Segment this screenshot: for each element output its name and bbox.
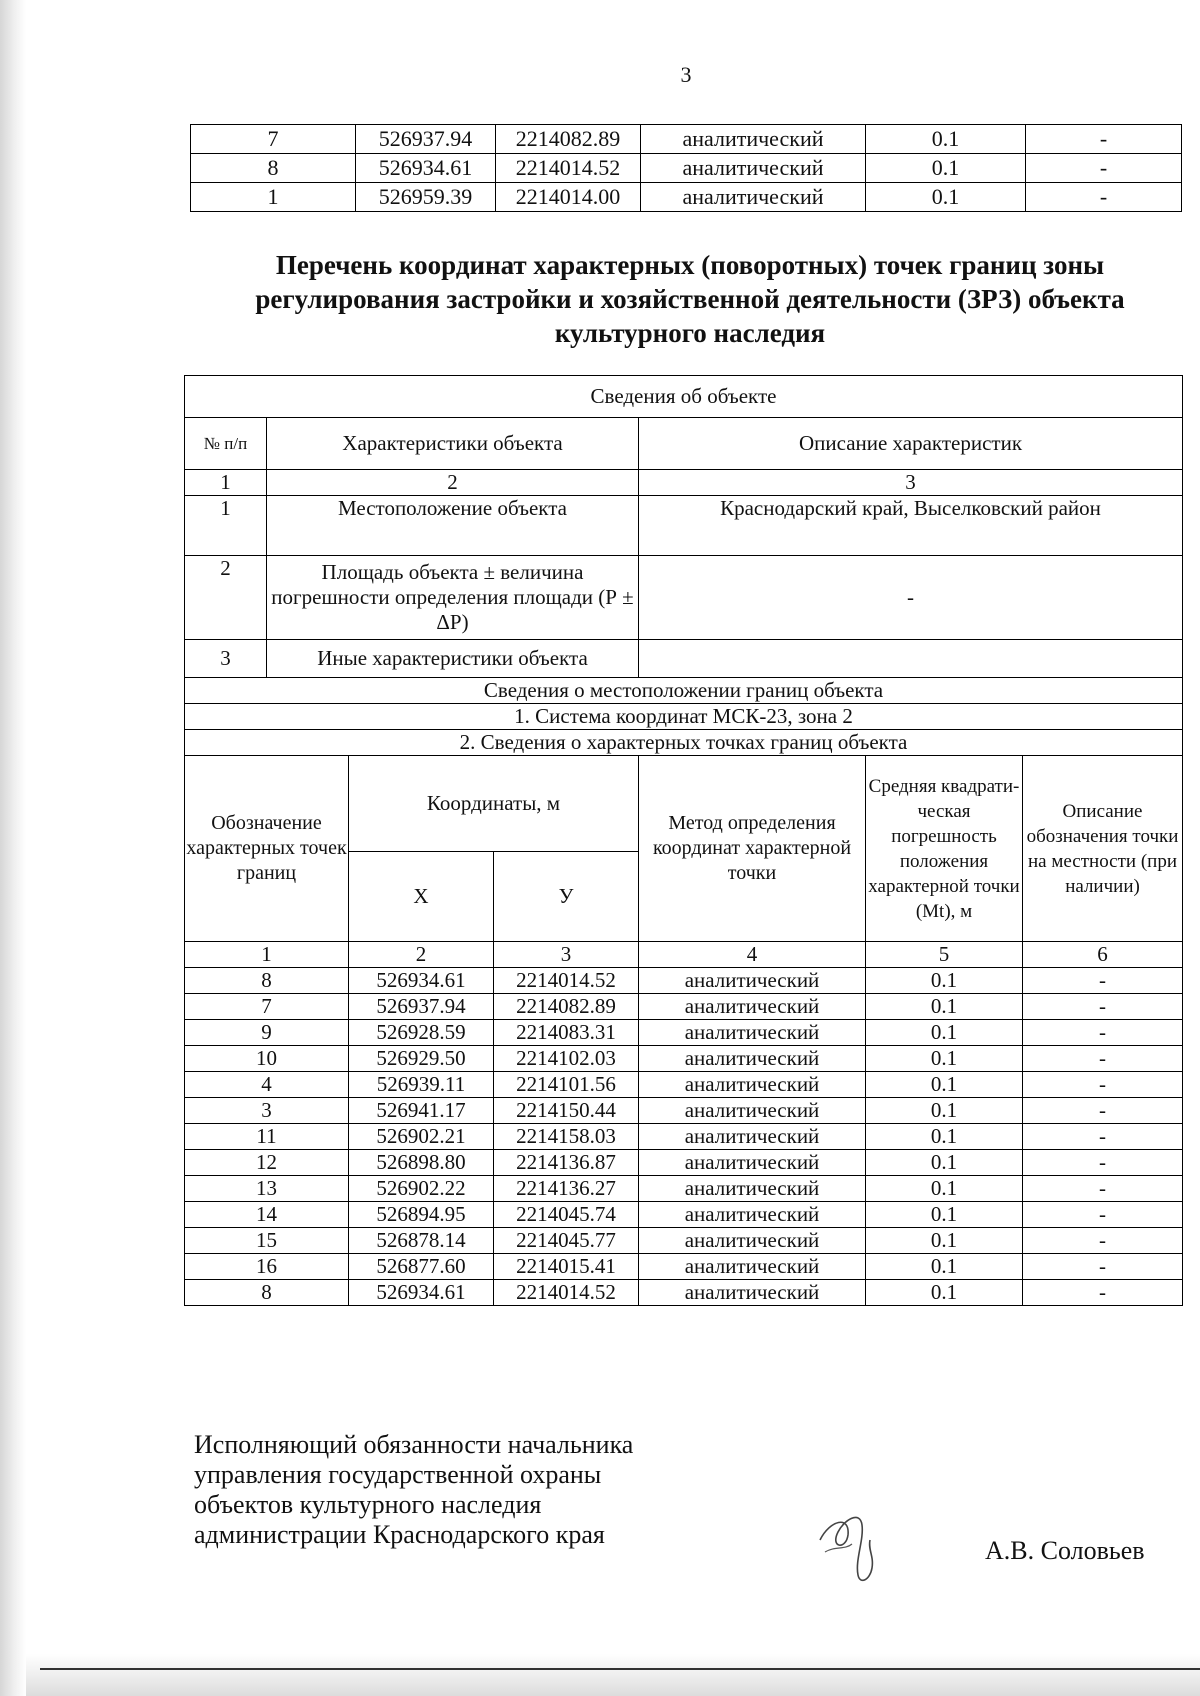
table-cell: 2214014.52 <box>494 968 639 994</box>
signatory-position-line: администрации Краснодарского края <box>194 1520 605 1549</box>
object-info-row <box>185 496 1183 556</box>
signatory-position-line: управления государственной охраны <box>194 1460 602 1489</box>
table-cell: 4 <box>185 1072 349 1098</box>
table-cell: 16 <box>185 1254 349 1280</box>
table-cell: 526941.17 <box>349 1098 494 1124</box>
object-info-row <box>185 556 1183 640</box>
zrz-object-table <box>184 375 1183 1306</box>
table-cell: аналитический <box>639 1176 866 1202</box>
point-row <box>185 1280 1183 1306</box>
object-info-value: Краснодарский край, Выселковский район <box>639 496 1183 556</box>
table-cell: аналитический <box>639 1124 866 1150</box>
top-table-row <box>191 125 1182 154</box>
table-cell: 0.1 <box>866 1228 1023 1254</box>
signatory-position-line: Исполняющий обязанности начальника <box>194 1430 634 1459</box>
colnum-cell: 3 <box>639 470 1183 496</box>
table-cell: 2214136.87 <box>494 1150 639 1176</box>
table-cell: - <box>1023 1202 1183 1228</box>
table-cell: 8 <box>191 154 356 183</box>
table-cell: аналитический <box>641 125 866 154</box>
col-characteristics-header: Характеристики объекта <box>267 418 639 470</box>
scan-bottom-line <box>40 1668 1200 1670</box>
point-row <box>185 1254 1183 1280</box>
table-cell: 14 <box>185 1202 349 1228</box>
table-cell: 526878.14 <box>349 1228 494 1254</box>
table-cell: аналитический <box>639 1280 866 1306</box>
coords-header: Координаты, м <box>349 756 639 852</box>
table-cell: 0.1 <box>866 1202 1023 1228</box>
table-cell: аналитический <box>639 1098 866 1124</box>
object-info-heading: Сведения об объекте <box>185 376 1183 418</box>
object-info-value <box>639 640 1183 678</box>
table-cell: 526959.39 <box>356 183 496 212</box>
object-info-colnum-row <box>185 470 1183 496</box>
points-colnum-row <box>185 942 1183 968</box>
col-no-header: № п/п <box>185 418 267 470</box>
table-cell: - <box>1023 1254 1183 1280</box>
table-cell: - <box>1023 1124 1183 1150</box>
table-cell: 526894.95 <box>349 1202 494 1228</box>
location-desc-header: Описание обозначения точки на местности (при наличии) <box>1023 756 1183 942</box>
object-info-name: Местоположение объекта <box>267 496 639 556</box>
handwritten-signature-icon <box>800 1480 920 1590</box>
object-info-value: - <box>639 556 1183 640</box>
colnum-cell: 1 <box>185 942 349 968</box>
table-cell: 11 <box>185 1124 349 1150</box>
object-info-no: 2 <box>185 556 267 640</box>
table-cell: 2214014.00 <box>496 183 641 212</box>
table-cell: 15 <box>185 1228 349 1254</box>
point-row <box>185 1046 1183 1072</box>
table-cell: аналитический <box>639 1020 866 1046</box>
table-cell: 2214045.77 <box>494 1228 639 1254</box>
table-cell: 3 <box>185 1098 349 1124</box>
table-cell: 526937.94 <box>356 125 496 154</box>
table-cell: 0.1 <box>866 1020 1023 1046</box>
boundaries-heading-row <box>185 678 1183 704</box>
points-header-row <box>185 756 1183 852</box>
table-cell: - <box>1023 1046 1183 1072</box>
table-cell: - <box>1026 154 1182 183</box>
point-row <box>185 1228 1183 1254</box>
table-cell: 526929.50 <box>349 1046 494 1072</box>
point-row <box>185 1020 1183 1046</box>
table-cell: - <box>1023 1098 1183 1124</box>
table-cell: 526934.61 <box>349 1280 494 1306</box>
table-cell: 0.1 <box>866 1046 1023 1072</box>
table-cell: 13 <box>185 1176 349 1202</box>
signatory-position-line: объектов культурного наследия <box>194 1490 542 1519</box>
table-cell: аналитический <box>641 154 866 183</box>
table-cell: 0.1 <box>866 994 1023 1020</box>
points-heading-row <box>185 730 1183 756</box>
table-cell: 0.1 <box>866 1098 1023 1124</box>
object-info-heading-row <box>185 376 1183 418</box>
table-cell: 9 <box>185 1020 349 1046</box>
scan-left-edge <box>0 0 26 1696</box>
table-cell: - <box>1023 994 1183 1020</box>
table-cell: - <box>1023 1228 1183 1254</box>
table-cell: 0.1 <box>866 1254 1023 1280</box>
table-cell: аналитический <box>639 1046 866 1072</box>
point-row <box>185 1150 1183 1176</box>
table-cell: 2214045.74 <box>494 1202 639 1228</box>
coordinate-system-row <box>185 704 1183 730</box>
colnum-cell: 1 <box>185 470 267 496</box>
table-cell: 526937.94 <box>349 994 494 1020</box>
col-description-header: Описание характеристик <box>639 418 1183 470</box>
object-info-name: Иные характеристики объекта <box>267 640 639 678</box>
table-cell: - <box>1023 1150 1183 1176</box>
table-cell: 2214150.44 <box>494 1098 639 1124</box>
table-cell: 0.1 <box>866 154 1026 183</box>
top-table-row <box>191 154 1182 183</box>
table-cell: аналитический <box>639 1254 866 1280</box>
table-cell: 2214014.52 <box>494 1280 639 1306</box>
colnum-cell: 5 <box>866 942 1023 968</box>
table-cell: 526902.22 <box>349 1176 494 1202</box>
point-row <box>185 1098 1183 1124</box>
point-row <box>185 994 1183 1020</box>
table-cell: 0.1 <box>866 125 1026 154</box>
top-coordinates-table <box>190 124 1182 212</box>
method-header: Метод определения координат характерной точки <box>639 756 866 942</box>
table-cell: 8 <box>185 968 349 994</box>
table-cell: 0.1 <box>866 1124 1023 1150</box>
table-cell: 2214015.41 <box>494 1254 639 1280</box>
table-cell: - <box>1026 125 1182 154</box>
table-cell: аналитический <box>639 1072 866 1098</box>
colnum-cell: 4 <box>639 942 866 968</box>
section-title: Перечень координат характерных (поворотных) точек границ зоны регулирования застройки и хозяйственной деятельности (ЗРЗ) объекта культурного наследия <box>255 250 1125 348</box>
page-number: 3 <box>680 62 692 87</box>
top-table-row <box>191 183 1182 212</box>
points-heading: 2. Сведения о характерных точках границ объекта <box>185 730 1183 756</box>
table-cell: - <box>1023 968 1183 994</box>
table-cell: 10 <box>185 1046 349 1072</box>
colnum-cell: 2 <box>349 942 494 968</box>
table-cell: 0.1 <box>866 968 1023 994</box>
table-cell: 12 <box>185 1150 349 1176</box>
table-cell: 2214158.03 <box>494 1124 639 1150</box>
designation-header: Обозначение характерных точек границ <box>185 756 349 942</box>
table-cell: аналитический <box>641 183 866 212</box>
table-cell: 0.1 <box>866 1072 1023 1098</box>
table-cell: аналитический <box>639 1202 866 1228</box>
object-info-name: Площадь объекта ± величина погрешности определения площади (Р ± ΔР) <box>267 556 639 640</box>
table-cell: - <box>1026 183 1182 212</box>
table-cell: 0.1 <box>866 183 1026 212</box>
table-cell: 7 <box>191 125 356 154</box>
table-cell: 526902.21 <box>349 1124 494 1150</box>
accuracy-header: Средняя квадрати-ческая погрешность положения характерной точки (Мt), м <box>866 756 1023 942</box>
table-cell: - <box>1023 1020 1183 1046</box>
table-cell: 1 <box>191 183 356 212</box>
table-cell: 2214082.89 <box>494 994 639 1020</box>
point-row <box>185 1202 1183 1228</box>
y-header: У <box>494 852 639 942</box>
colnum-cell: 6 <box>1023 942 1183 968</box>
scan-bottom-edge <box>26 1654 1200 1696</box>
table-cell: аналитический <box>639 1150 866 1176</box>
table-cell: 0.1 <box>866 1280 1023 1306</box>
signer-name: А.В. Соловьев <box>985 1536 1145 1565</box>
table-cell: 8 <box>185 1280 349 1306</box>
table-cell: 526934.61 <box>356 154 496 183</box>
table-cell: 526877.60 <box>349 1254 494 1280</box>
point-row <box>185 1124 1183 1150</box>
object-info-no: 1 <box>185 496 267 556</box>
point-row <box>185 1072 1183 1098</box>
table-cell: 2214083.31 <box>494 1020 639 1046</box>
table-cell: 2214102.03 <box>494 1046 639 1072</box>
table-cell: 2214101.56 <box>494 1072 639 1098</box>
table-cell: аналитический <box>639 1228 866 1254</box>
object-info-header-row <box>185 418 1183 470</box>
table-cell: 0.1 <box>866 1150 1023 1176</box>
point-row <box>185 968 1183 994</box>
table-cell: - <box>1023 1176 1183 1202</box>
colnum-cell: 3 <box>494 942 639 968</box>
table-cell: 7 <box>185 994 349 1020</box>
table-cell: 526928.59 <box>349 1020 494 1046</box>
table-cell: - <box>1023 1280 1183 1306</box>
table-cell: 526939.11 <box>349 1072 494 1098</box>
boundaries-heading: Сведения о местоположении границ объекта <box>185 678 1183 704</box>
x-header: X <box>349 852 494 942</box>
table-cell: аналитический <box>639 994 866 1020</box>
table-cell: 2214082.89 <box>496 125 641 154</box>
object-info-row <box>185 640 1183 678</box>
table-cell: 0.1 <box>866 1176 1023 1202</box>
table-cell: 526934.61 <box>349 968 494 994</box>
table-cell: аналитический <box>639 968 866 994</box>
colnum-cell: 2 <box>267 470 639 496</box>
coordinate-system: 1. Система координат МСК-23, зона 2 <box>185 704 1183 730</box>
table-cell: - <box>1023 1072 1183 1098</box>
signatory-position <box>194 1430 754 1550</box>
table-cell: 2214136.27 <box>494 1176 639 1202</box>
table-cell: 2214014.52 <box>496 154 641 183</box>
point-row <box>185 1176 1183 1202</box>
table-cell: 526898.80 <box>349 1150 494 1176</box>
object-info-no: 3 <box>185 640 267 678</box>
